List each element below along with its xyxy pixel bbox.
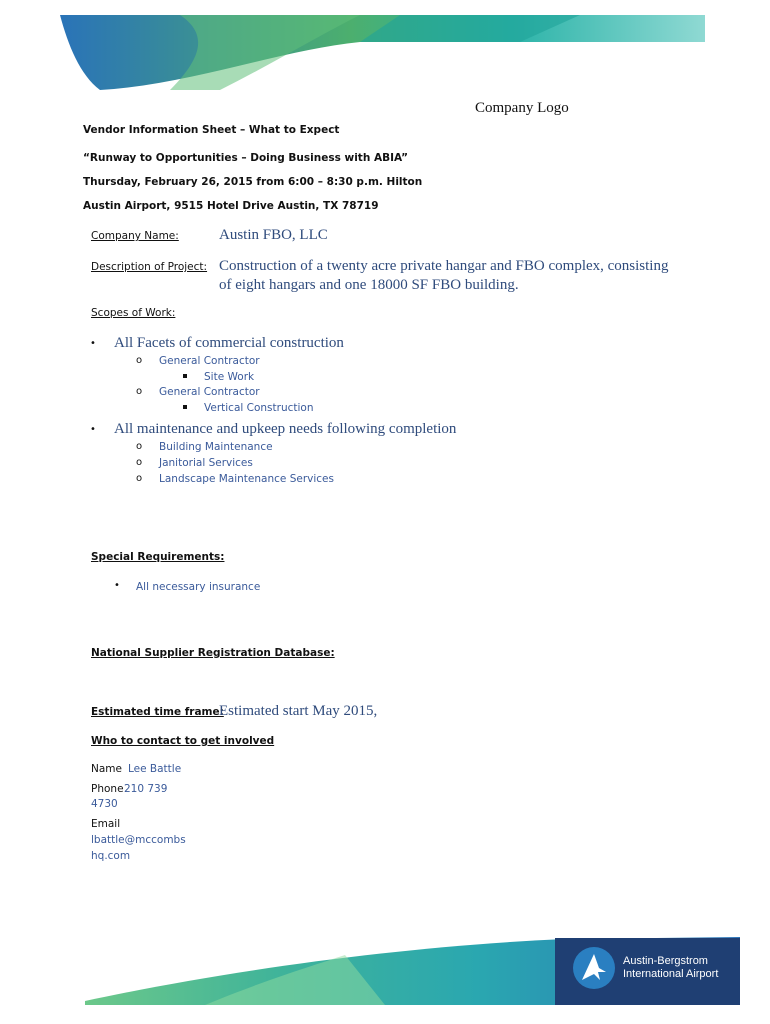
scope-group-2-title: All maintenance and upkeep needs following completion (114, 421, 457, 437)
contact-email-value: lbattle@mccombs (91, 834, 186, 846)
airport-logo-icon (572, 946, 616, 990)
circle-bullet-icon: o (136, 386, 143, 397)
contact-phone-value-cont: 4730 (91, 798, 118, 810)
square-bullet-icon (183, 405, 187, 409)
project-description-label: Description of Project: (91, 261, 208, 273)
scope-group-2-item-2: Janitorial Services (159, 457, 253, 469)
scope-group-1-item-1-sub: Site Work (204, 371, 255, 383)
scope-group-1-item-2-sub: Vertical Construction (204, 402, 314, 414)
company-name-label: Company Name: (91, 230, 179, 242)
time-frame-value: Estimated start May 2015, (219, 703, 378, 719)
circle-bullet-icon: o (136, 457, 143, 468)
bullet-icon: • (114, 580, 120, 591)
circle-bullet-icon: o (136, 441, 143, 452)
airport-name-line1: Austin-Bergstrom (623, 955, 708, 967)
square-bullet-icon (183, 374, 187, 378)
scope-group-1-item-2: General Contractor (159, 386, 260, 398)
company-name-value: Austin FBO, LLC (219, 227, 328, 243)
contact-email-value-cont: hq.com (91, 850, 131, 862)
airport-name-line2: International Airport (623, 968, 719, 980)
scope-group-2-item-3: Landscape Maintenance Services (159, 473, 334, 485)
contact-phone-label: Phone (91, 783, 124, 795)
registration-database-label: National Supplier Registration Database: (91, 647, 335, 659)
scope-group-1-title: All Facets of commercial construction (114, 335, 344, 351)
event-date: Thursday, February 26, 2015 from 6:00 – 8:30 p.m. Hilton (83, 176, 423, 188)
bullet-icon: • (90, 424, 96, 435)
contact-email-label: Email (91, 818, 121, 830)
project-description-line1: Construction of a twenty acre private hangar and FBO complex, consisting (219, 258, 669, 274)
contact-name-value: Lee Battle (128, 763, 182, 775)
time-frame-label: Estimated time frame: (91, 706, 224, 718)
project-description-line2: of eight hangars and one 18000 SF FBO building. (219, 277, 519, 293)
scope-group-1-item-1: General Contractor (159, 355, 260, 367)
company-logo-placeholder: Company Logo (475, 100, 569, 116)
contact-phone-value: 210 739 (124, 783, 168, 795)
special-requirements-label: Special Requirements: (91, 551, 225, 563)
event-location: Austin Airport, 9515 Hotel Drive Austin, TX 78719 (83, 200, 379, 212)
event-title: “Runway to Opportunities – Doing Business with ABIA” (83, 152, 409, 164)
contact-name-label: Name (91, 763, 122, 775)
scope-group-2-item-1: Building Maintenance (159, 441, 273, 453)
bullet-icon: • (90, 338, 96, 349)
scopes-of-work-label: Scopes of Work: (91, 307, 176, 319)
circle-bullet-icon: o (136, 355, 143, 366)
special-requirement-item-1: All necessary insurance (136, 581, 261, 593)
contact-heading: Who to contact to get involved (91, 735, 275, 747)
top-banner-graphic (60, 15, 705, 90)
circle-bullet-icon: o (136, 473, 143, 484)
sheet-title: Vendor Information Sheet – What to Expect (83, 124, 340, 136)
